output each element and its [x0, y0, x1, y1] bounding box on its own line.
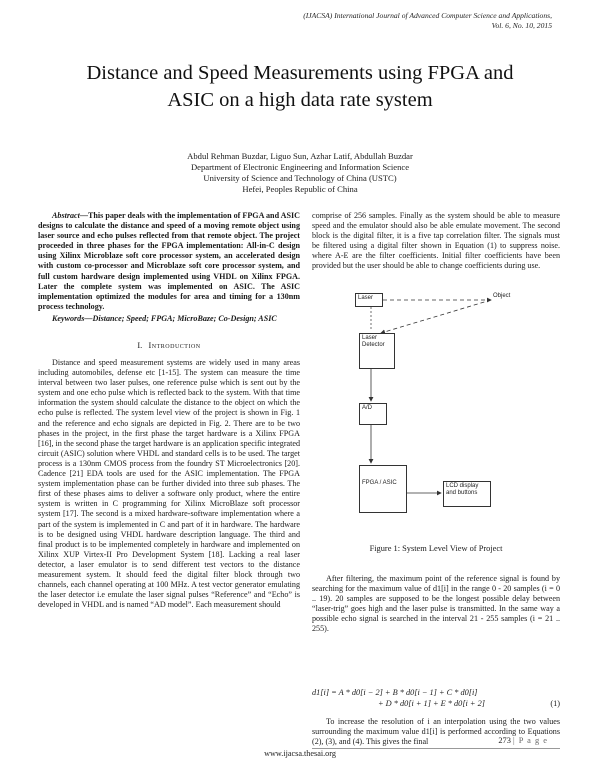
right-paragraph-2: After filtering, the maximum point of the reference signal is found by searching for the maximum value of d1[i] in the range 0 - 20 samples (i = 0 .. 19). 20 samples are supposed to be the longest possible delay between “laser-trig” goes high and the laser pulse is transmitted. In the same way a possible echo signal is searched in the interval 21 - 255 samples (i = 21 .. 255).: [312, 574, 560, 634]
fpga-asic-block: FPGA / ASIC: [359, 465, 407, 513]
lcd-display-block: LCD display and buttons: [443, 481, 491, 507]
title-line-1: Distance and Speed Measurements using FPGA and: [86, 62, 514, 84]
author-names: Abdul Rehman Buzdar, Liguo Sun, Azhar Latif, Abdullah Buzdar: [187, 151, 413, 161]
page-number: [498, 736, 548, 745]
affiliation-univ: University of Science and Technology of China (USTC): [203, 173, 397, 183]
affiliation-city: Hefei, Peoples Republic of China: [242, 184, 358, 194]
figure-caption: Figure 1: System Level View of Project: [369, 544, 503, 553]
journal-volume: Vol. 6, No. 10, 2015: [491, 21, 552, 30]
object-label: Object: [493, 293, 511, 299]
equation-1: [312, 687, 560, 709]
equation-number: (1): [550, 699, 560, 708]
keywords-label: Keywords: [52, 314, 85, 323]
page-word: | P a g e: [512, 736, 548, 745]
right-paragraph-1: comprise of 256 samples. Finally as the system should be able to measure speed and the emulator should also be able emulate movement. The second block is the digital filter, it is a five tap correlation filter. The signals must be filtered using a digital filter shown in Equation (1) to suppress noise. where A-E are the filter coefficients. Initial filter coefficients have been provided but the user should be able to change coefficients during use.: [312, 211, 560, 271]
section-title: Introduction: [148, 341, 201, 350]
journal-header: [303, 11, 552, 31]
abstract: [38, 211, 300, 312]
section-heading-introduction: [38, 341, 300, 350]
footer-url: www.ijacsa.thesai.org: [264, 749, 336, 758]
laser-block: Laser: [355, 293, 383, 307]
abstract-text: —This paper deals with the implementation of FPGA and ASIC designs to calculate the distance and speed of a moving remote object using laser source and echo pulses reflected from that remote object. The project proceeded in three phases for the FPGA implementation: All-in-C design using Xilinx Microblaze soft core processor system, an accelerated design with custom co-processor and Microblaze soft core processor system, and full custom hardware design implemented using VHDL on Xilinx FPGA. Later the complete system was implemented on ASIC. The ASIC implementation optimized the modules for area and timing for a 130nm process technology.: [38, 211, 300, 311]
page-number-value: 273: [498, 736, 511, 745]
author-block: [0, 151, 600, 195]
introduction-text: Distance and speed measurement systems are widely used in many areas including automobiles, defense etc [1-15]. The system can measure the time interval between two laser pulses, one reference pulse which is sent out by the system and one echo pulse which is reflected back to the system. With that time information the system should calculate the distance to the object on which the echo pulse is reflected. The system level view of the project is shown in Fig. 1 and the reference and echo signals are depicted in Fig. 2. There are to be two phases in the project, in the first phase the target hardware is a Xilinx FPGA [16], in the second phase the target hardware is an application specific integrated circuit (ASIC) solution where VHDL and standard cells is to be used. The target process is a 130nm CMOS process from the foundry ST Microelectronics [20]. Cadence [21] EDA tools are used for the ASIC implementation. The FPGA system implementation phase can be further divided into three sub phases. The first of these phases aims to deliver a software only product, where the entire system is written in C programming for Xilinx MicroBlaze soft processor system [17]. The second is a mixed hardware-software implementation where a part of the system is implemented in C and part of it in hardware. The hardware is to be designed using VHDL hardware description language. The third and final product is to be implemented completely in hardware and implemented on Xilinx XUP Virtex-II Pro Development System [18]. Lacking a real laser detector, a laser emulator is to send different test vectors to the distance measurement system. It should feed the digital filter block through two channels, each channel operating at 100 MHz. A test vector generator emulating the laser detector i.e emulate the laser signal pulses “Reference” and “Echo” is developed in VHDL and is named “AD model”. Each measurement should: [38, 358, 300, 610]
title-line-2: ASIC on a high data rate system: [167, 89, 433, 111]
adc-block: A/D: [359, 403, 387, 425]
journal-name: (IJACSA) International Journal of Advanced Computer Science and Applications,: [303, 11, 552, 20]
paper-title: [0, 60, 600, 114]
equation-line-1: d1[i] = A * d0[i − 2] + B * d0[i − 1] + C * d0[i]: [312, 688, 478, 697]
keywords: [38, 314, 300, 324]
figure-system-level-view: [341, 283, 531, 533]
abstract-label: Abstract: [52, 211, 80, 220]
laser-detector-block: Laser Detector: [359, 333, 395, 369]
keywords-text: —Distance; Speed; FPGA; MicroBaze; Co-Design; ASIC: [84, 314, 277, 323]
right-paragraph-3: To increase the resolution of i an interpolation using the two values surrounding the maximum value d1[i] is performed according to Equations (2), (3), and (4). This gives the final: [312, 717, 560, 747]
equation-line-2: + D * d0[i + 1] + E * d0[i + 2]: [378, 699, 485, 708]
section-number: I.: [137, 341, 143, 350]
affiliation-dept: Department of Electronic Engineering and Information Science: [190, 162, 410, 172]
